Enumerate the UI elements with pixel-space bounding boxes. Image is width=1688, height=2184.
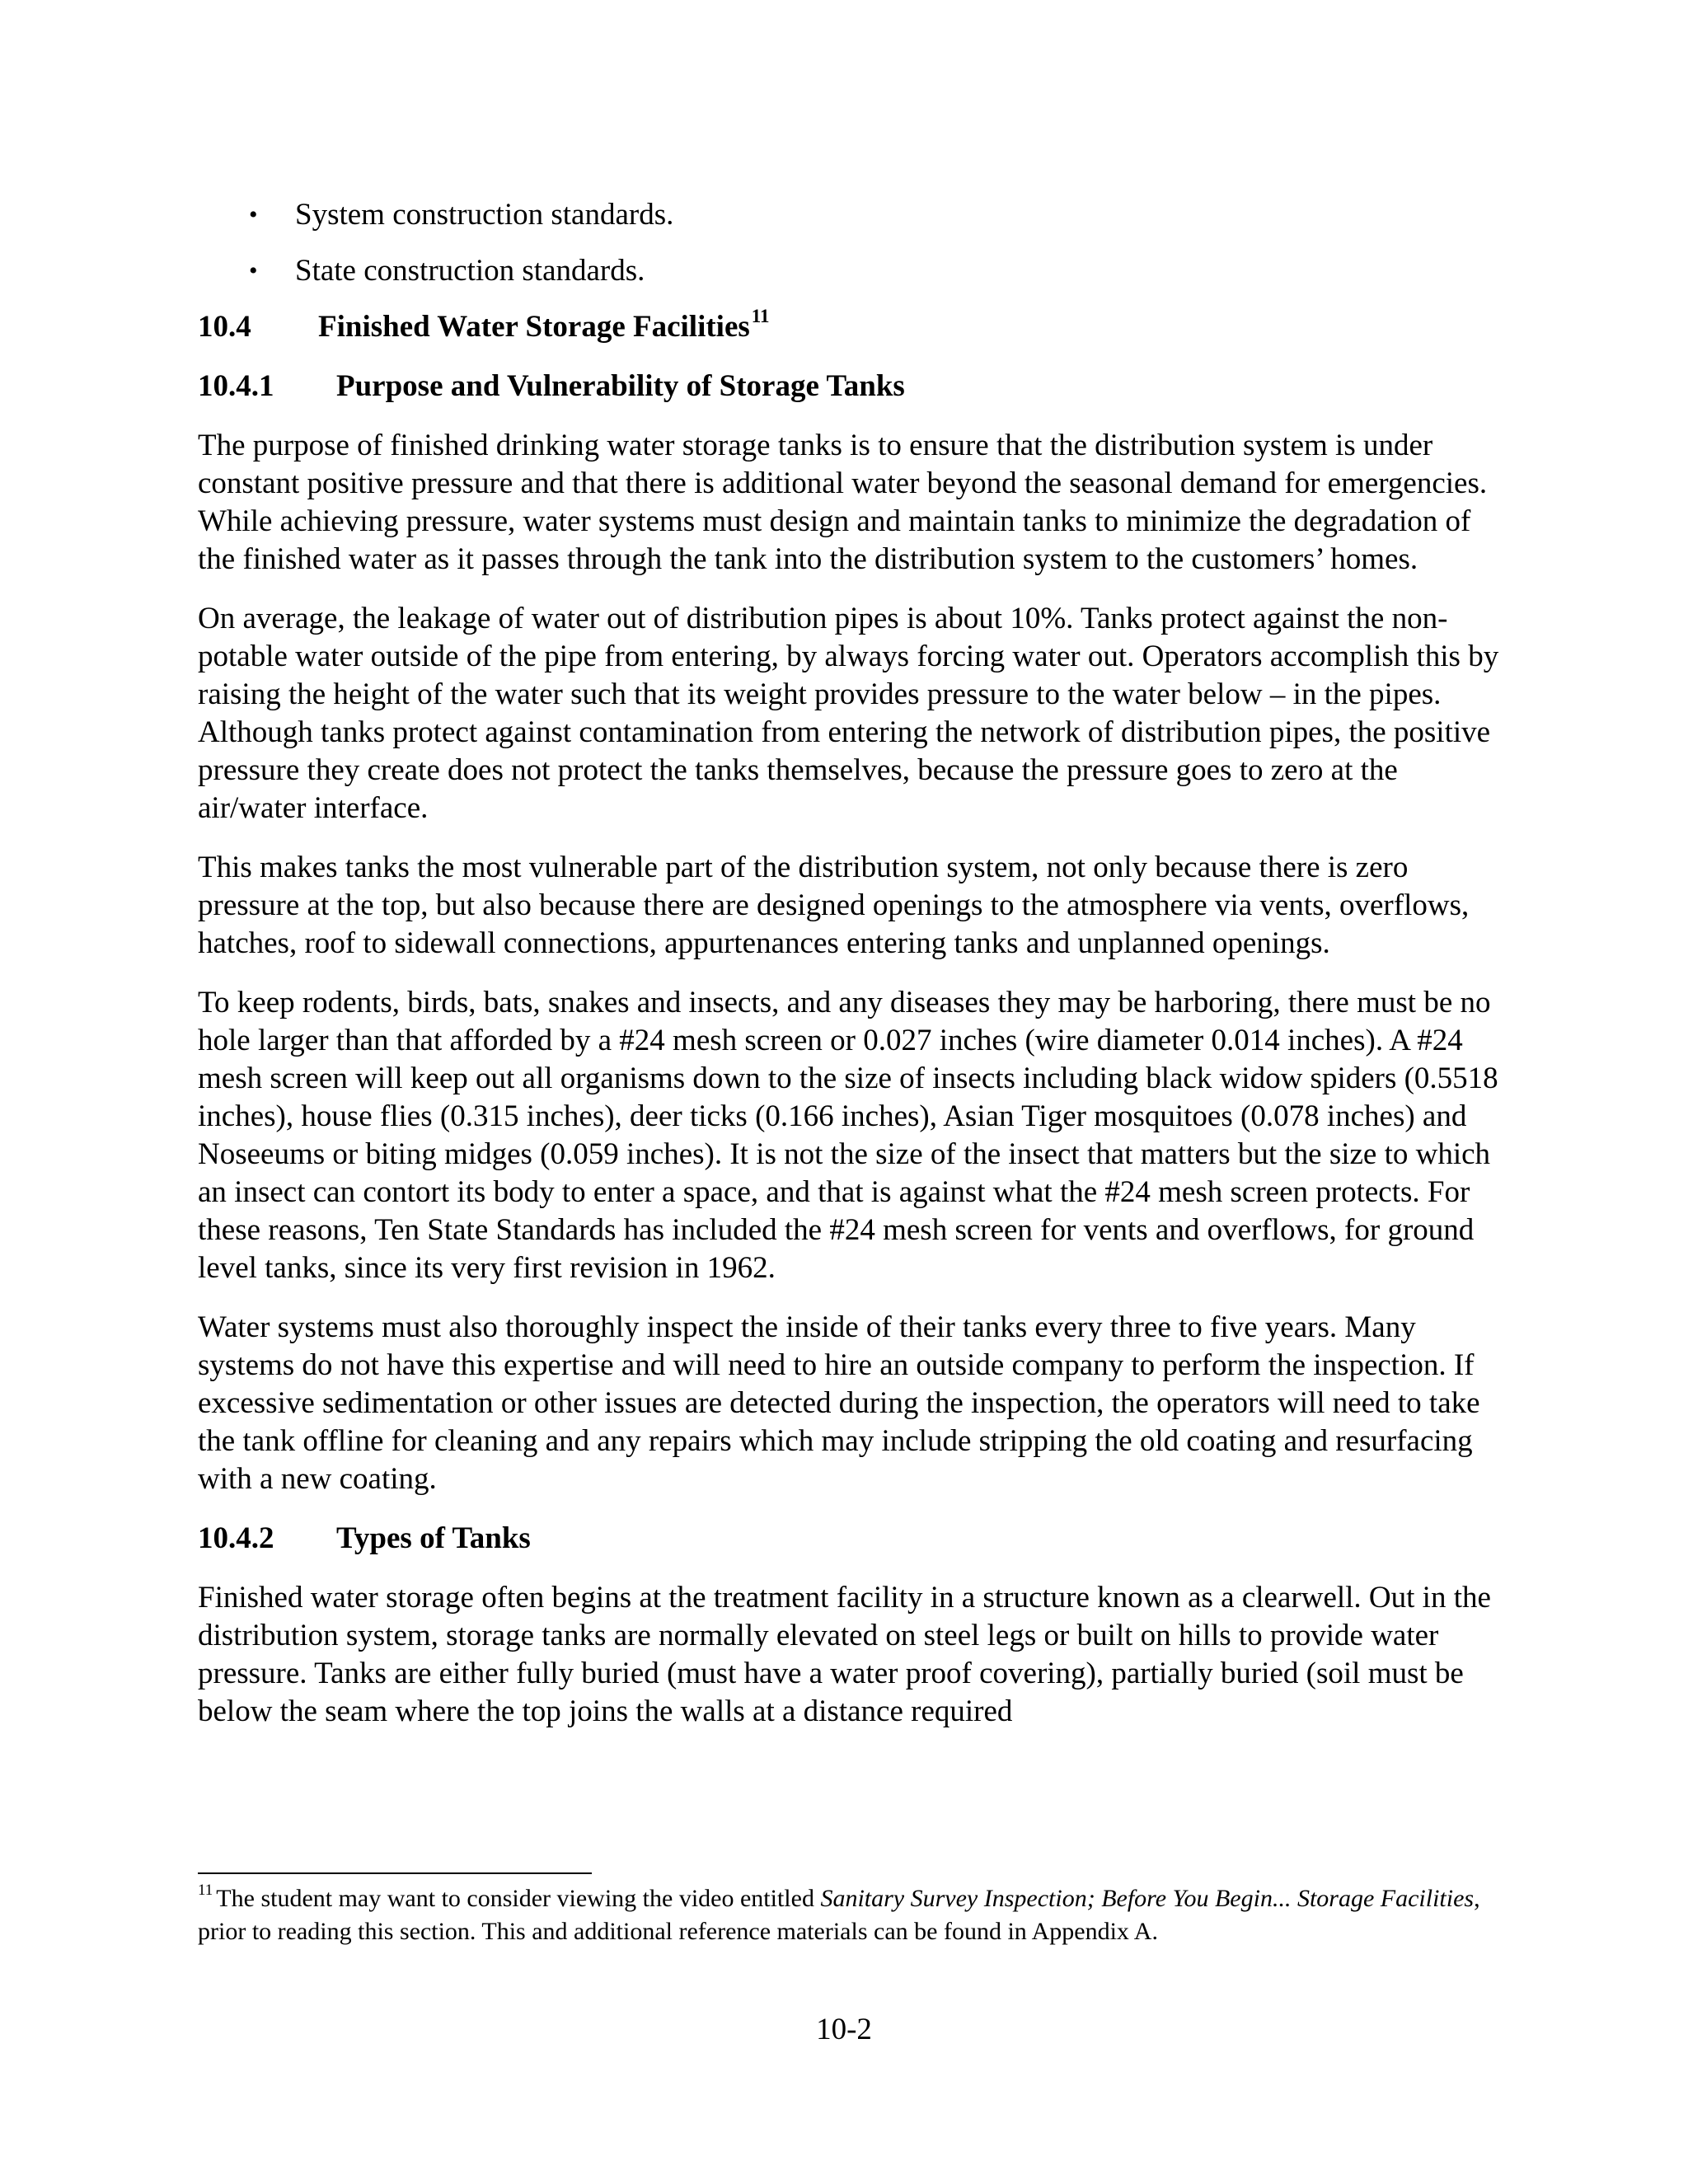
section-heading-10-4: [198, 305, 1500, 346]
section-title: Finished Water Storage Facilities: [318, 310, 750, 344]
section-number: 10.4.1: [198, 369, 274, 403]
footnote: [198, 1882, 1500, 1948]
section-title: Types of Tanks: [336, 1521, 531, 1555]
section-heading-10-4-2: [198, 1520, 1500, 1558]
bullet-list: [198, 196, 1500, 290]
paragraph: The purpose of finished drinking water storage tanks is to ensure that the distribution system is under constant positive pressure and that there is additional water beyond the seasonal demand for emergencies. While achieving pressure, water systems must design and maintain tanks to minimize the degradation of the finished water as it passes through the tank into the distribution system to the customers’ homes.: [198, 429, 1488, 576]
footnote-marker: 11: [198, 1882, 213, 1899]
footnote-reference: 11: [751, 305, 770, 326]
bullet-item: [198, 196, 1500, 234]
section-heading-10-4-1: [198, 368, 1500, 405]
footnote-text-before: The student may want to consider viewing the video entitled: [216, 1885, 821, 1912]
page-body: [198, 196, 1500, 1752]
page-number: 10-2: [816, 2013, 872, 2046]
paragraph: Water systems must also thoroughly inspect the inside of their tanks every three to five years. Many systems do not have this expertise and will need to hire an outside company to perform the inspection. If excessive sedimentation or other issues are detected during the inspection, the operators will need to take the tank offline for cleaning and any repairs which may include stripping the old coating and resurfacing with a new coating.: [198, 1310, 1480, 1496]
footnote-video-title: Sanitary Survey Inspection; Before You Begin... Storage Facilities: [820, 1885, 1475, 1912]
section-title: Purpose and Vulnerability of Storage Tanks: [336, 369, 905, 403]
bullet-text: System construction standards.: [295, 198, 674, 232]
paragraph: This makes tanks the most vulnerable part of the distribution system, not only because there is zero pressure at the top, but also because there are designed openings to the atmosphere via vents, overflows, hatches, roof to sidewall connections, appurtenances entering tanks and unplanned openings.: [198, 851, 1470, 960]
bullet-icon: •: [249, 201, 258, 228]
bullet-text: State construction standards.: [295, 254, 645, 288]
paragraph: Finished water storage often begins at the treatment facility in a structure known as a clearwell. Out in the distribution system, storage tanks are normally elevated on steel legs or built on hills to provide water pressure. Tanks are either fully buried (must have a water proof covering), partially buried (soil must be below the seam where the top joins the walls at a distance required: [198, 1581, 1491, 1728]
paragraph: On average, the leakage of water out of distribution pipes is about 10%. Tanks protect against the non-potable water outside of the pipe from entering, by always forcing water out. Operators accomplish this by raising the height of the water such that its weight provides pressure to the water below – in the pipes. Although tanks protect against contamination from entering the network of distribution pipes, the positive pressure they create does not protect the tanks themselves, because the pressure goes to zero at the air/water interface.: [198, 602, 1499, 825]
paragraph: To keep rodents, birds, bats, snakes and insects, and any diseases they may be harboring, there must be no hole larger than that afforded by a #24 mesh screen or 0.027 inches (wire diameter 0.014 inches). A #24 mesh screen will keep out all organisms down to the size of insects including black widow spiders (0.5518 inches), house flies (0.315 inches), deer ticks (0.166 inches), Asian Tiger mosquitoes (0.078 inches) and Noseeums or biting midges (0.059 inches). It is not the size of the insect that matters but the size to which an insect can contort its body to enter a space, and that is against what the #24 mesh screen protects. For these reasons, Ten State Standards has included the #24 mesh screen for vents and overflows, for ground level tanks, since its very first revision in 1962.: [198, 986, 1498, 1285]
section-number: 10.4: [198, 310, 251, 344]
footnote-separator: [198, 1872, 592, 1874]
footnote-text-after: , prior to reading this section. This and additional reference materials can be found in Appendix A.: [198, 1885, 1480, 1945]
bullet-icon: •: [249, 257, 258, 284]
bullet-item: [198, 252, 1500, 290]
section-number: 10.4.2: [198, 1521, 274, 1555]
